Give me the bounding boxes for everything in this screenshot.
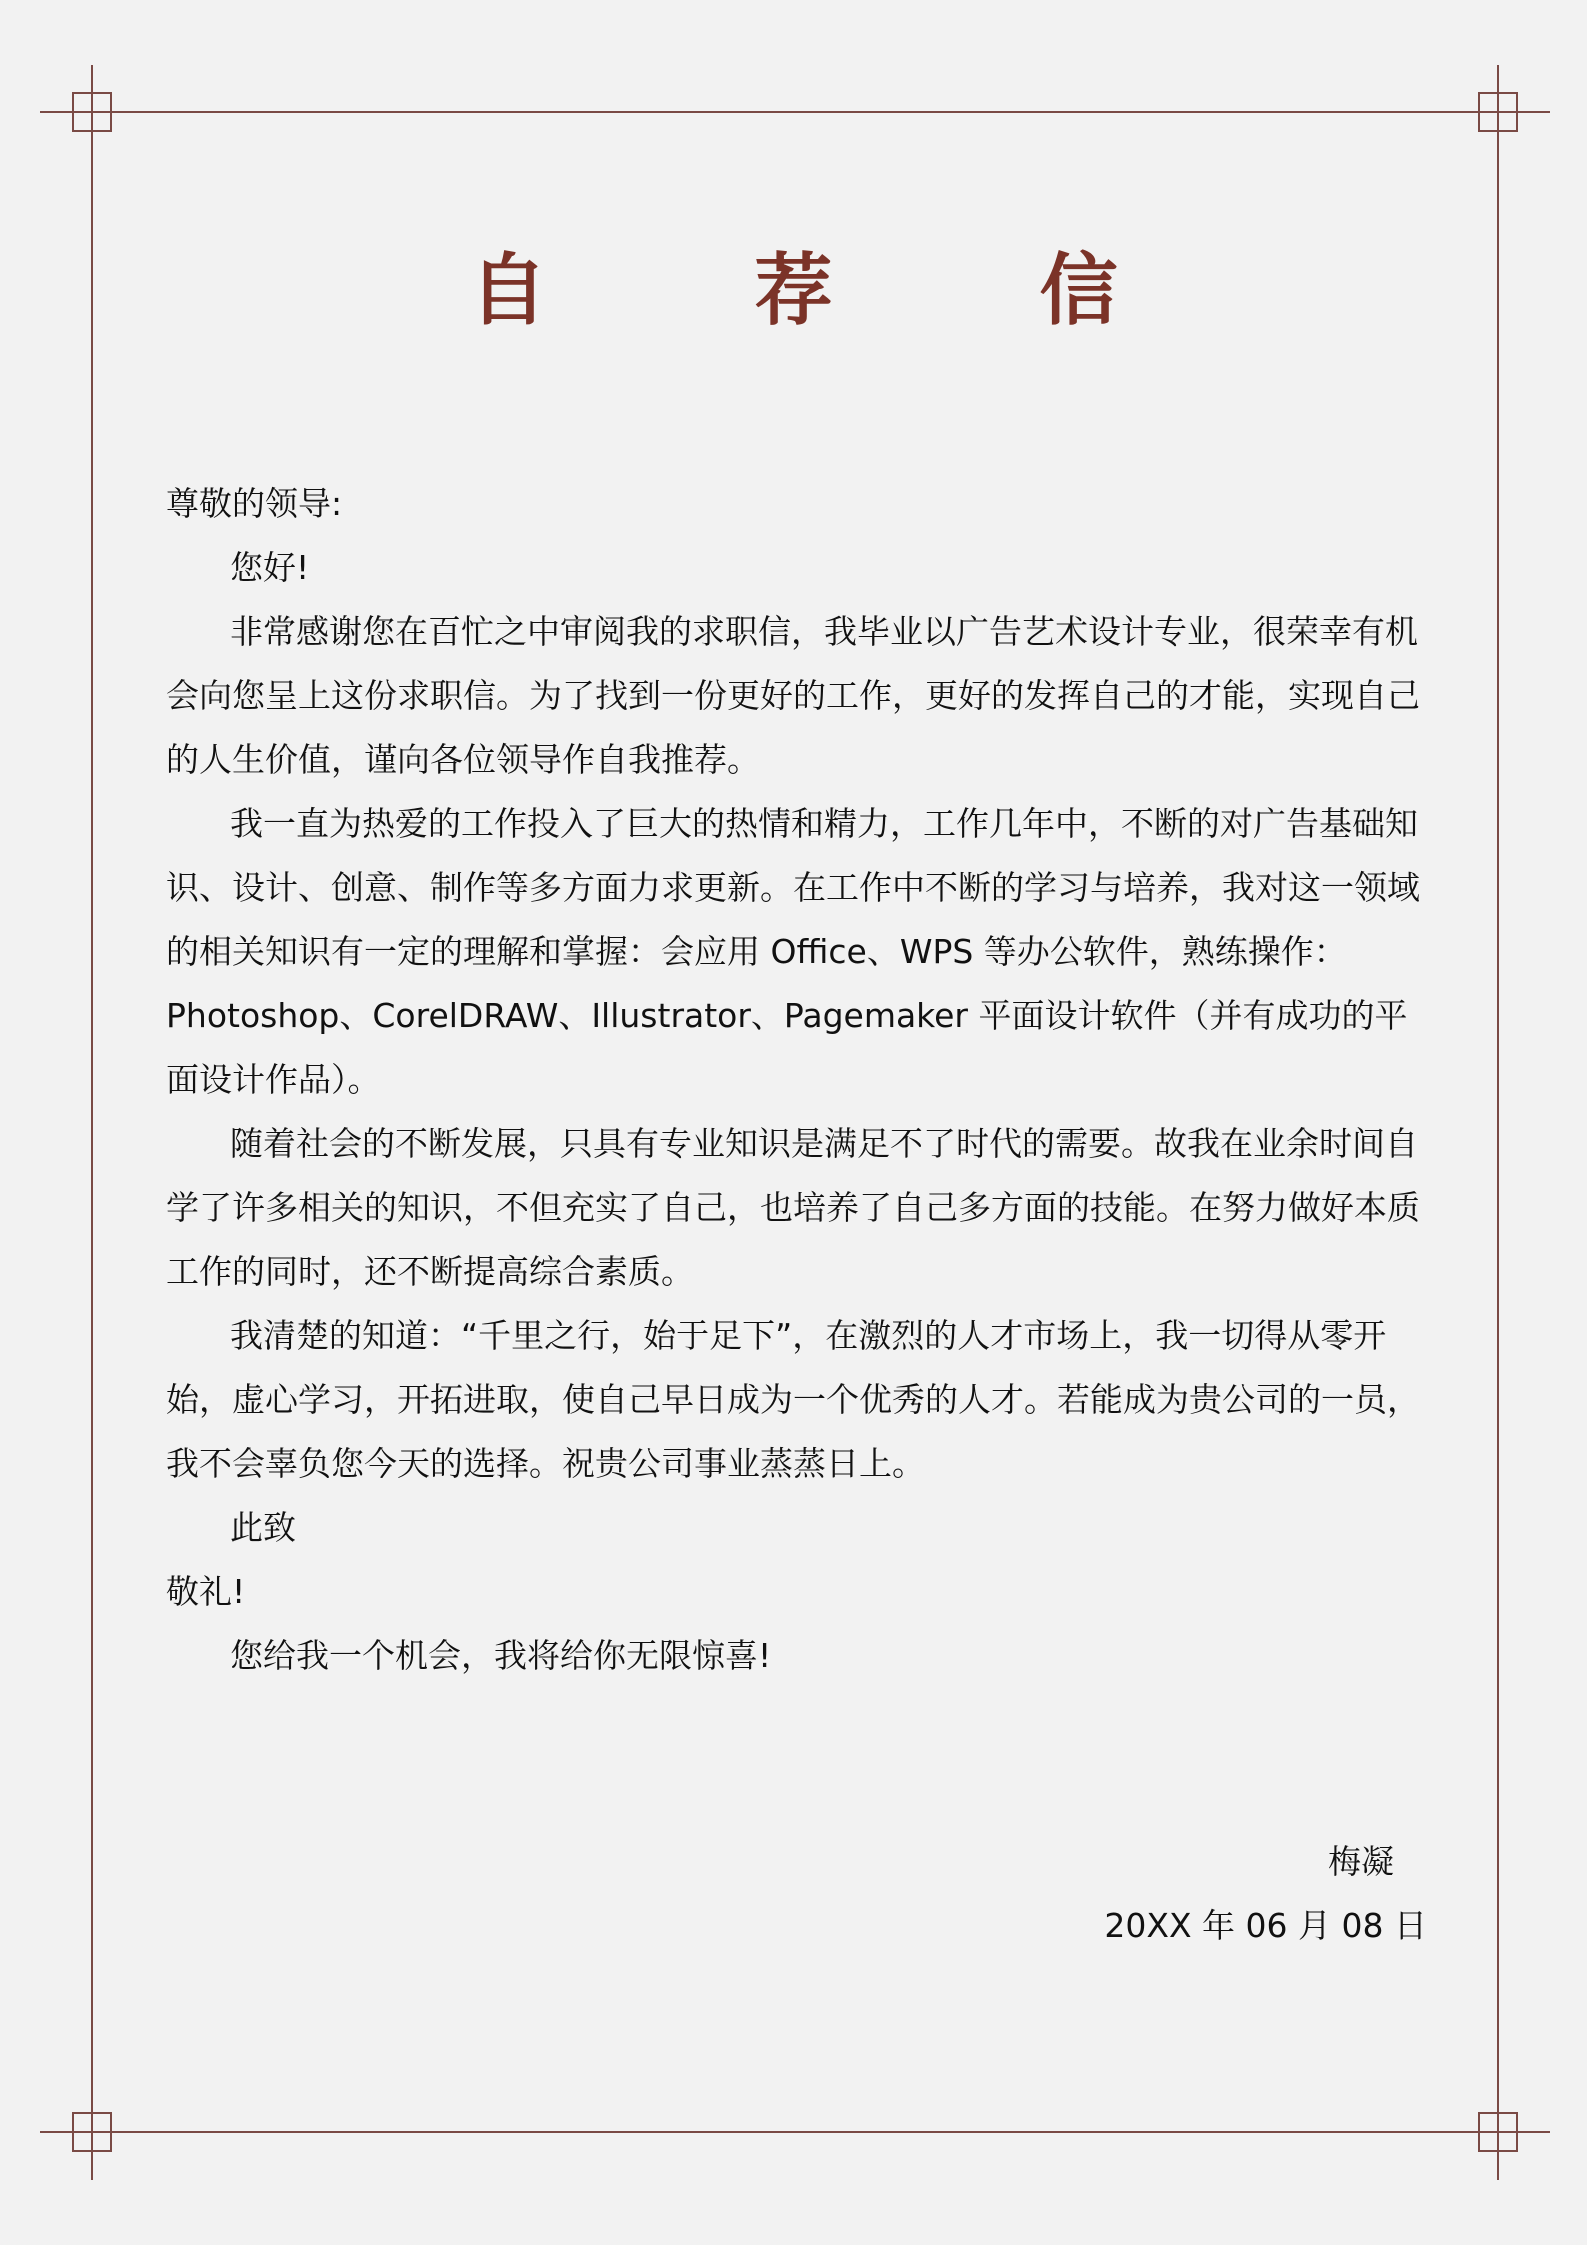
frame-top-line [40, 111, 1550, 113]
frame-corner-top-right [1478, 92, 1518, 132]
paragraph-2: 我一直为热爱的工作投入了巨大的热情和精力，工作几年中，不断的对广告基础知识、设计、创意、制作等多方面力求更新。在工作中不断的学习与培养，我对这一领域的相关知识有一定的理解和掌握：会应用 Office、WPS 等办公软件，熟练操作：Photoshop、CorelDRAW、Illustrator、Pagemaker 平面设计软件（并有成功的平面设计作品）。 [166, 804, 1420, 1099]
frame-left-line [91, 65, 93, 2180]
paragraph-4: 我清楚的知道：“千里之行，始于足下”，在激烈的人才市场上，我一切得从零开始，虚心学习，开拓进取，使自己早日成为一个优秀的人才。若能成为贵公司的一员，我不会辜负您今天的选择。祝贵公司事业蒸蒸日上。 [166, 1316, 1420, 1483]
closing-respectfully: 此致 [230, 1508, 296, 1547]
frame-right-line [1497, 65, 1499, 2180]
frame-corner-top-left [72, 92, 112, 132]
signature-date: 20XX 年 06 月 08 日 [1104, 1906, 1427, 1945]
signature-name: 梅凝 [1328, 1842, 1394, 1881]
frame-corner-bottom-left [72, 2112, 112, 2152]
postscript: 您给我一个机会，我将给你无限惊喜! [230, 1636, 772, 1675]
paragraph-1: 非常感谢您在百忙之中审阅我的求职信，我毕业以广告艺术设计专业，很荣幸有机会向您呈上这份求职信。为了找到一份更好的工作，更好的发挥自己的才能，实现自己的人生价值，谨向各位领导作自我推荐。 [166, 612, 1420, 779]
signature-block [1104, 1830, 1427, 1958]
frame-corner-bottom-right [1478, 2112, 1518, 2152]
page-title: 自 荐 信 [469, 246, 1208, 336]
salutation: 尊敬的领导: [166, 484, 343, 523]
frame-bottom-line [40, 2131, 1550, 2133]
letter-body [166, 472, 1426, 1688]
greeting: 您好! [230, 548, 310, 587]
paragraph-3: 随着社会的不断发展，只具有专业知识是满足不了时代的需要。故我在业余时间自学了许多相关的知识，不但充实了自己，也培养了自己多方面的技能。在努力做好本质工作的同时，还不断提高综合素质。 [166, 1124, 1420, 1291]
closing-salute: 敬礼! [166, 1572, 246, 1611]
